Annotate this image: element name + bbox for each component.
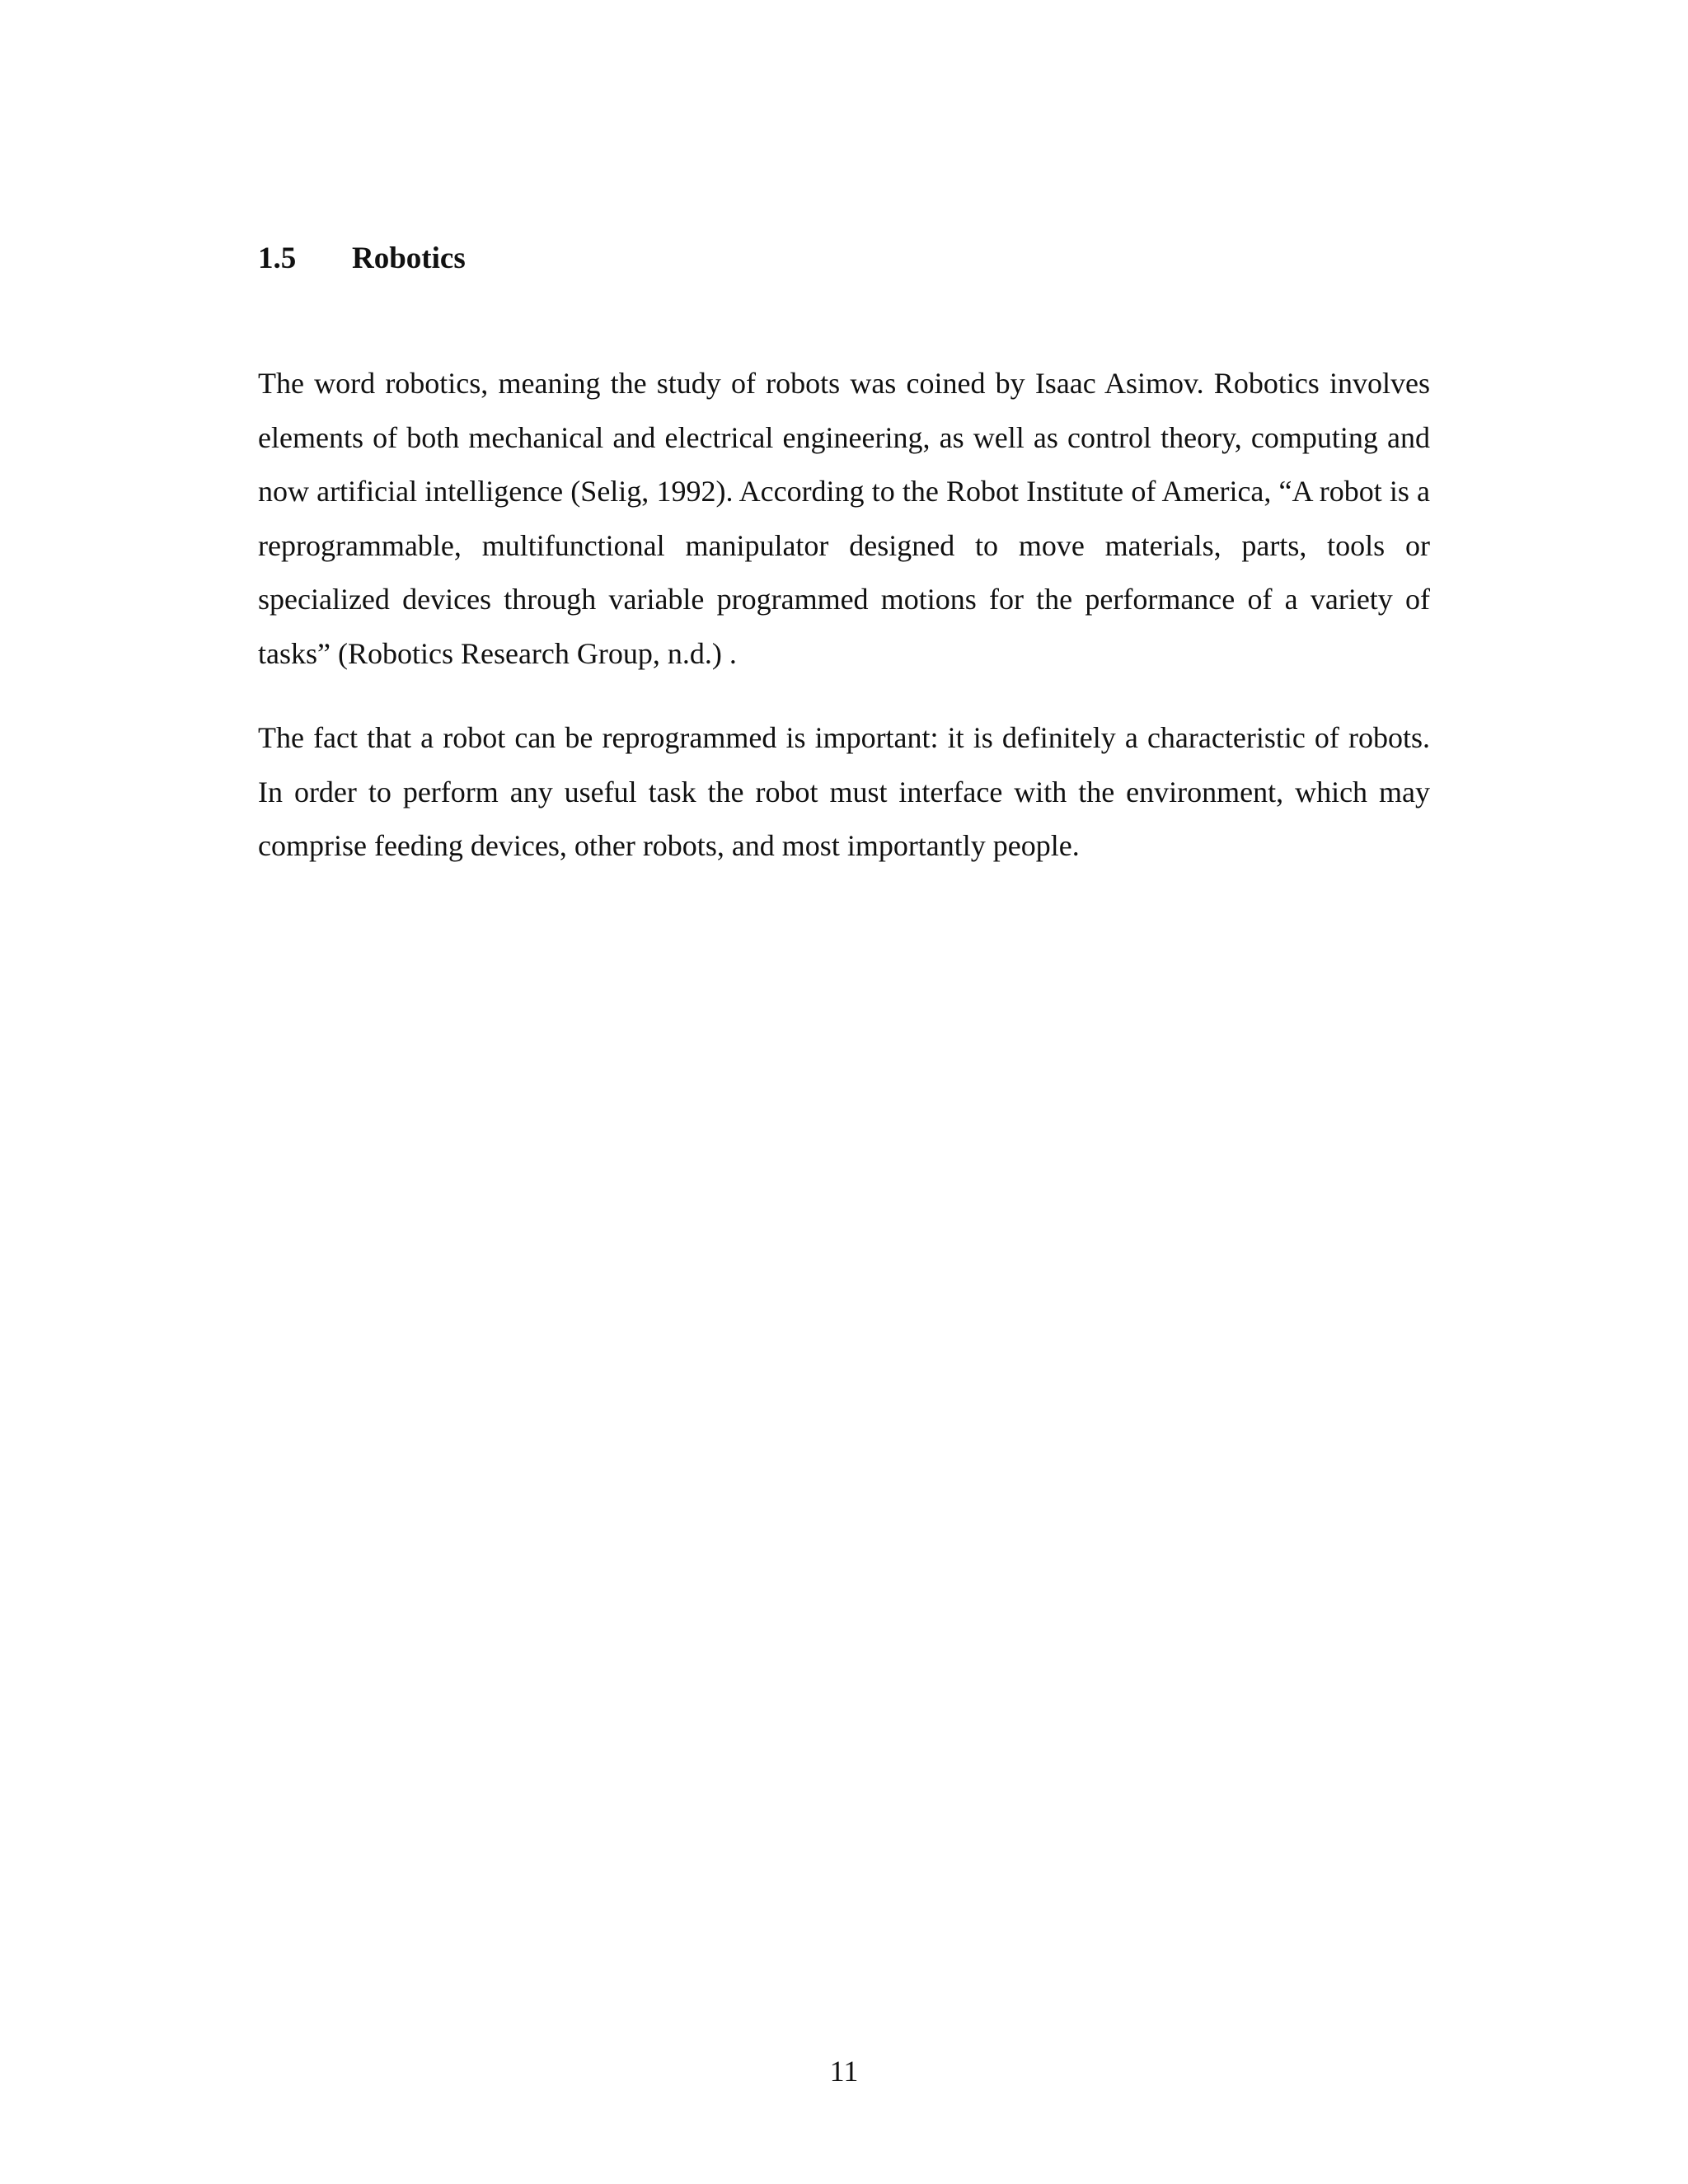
page-number: 11: [829, 2055, 859, 2088]
section-heading: [258, 241, 466, 277]
section-number: 1.5: [258, 241, 297, 275]
paragraph-2: The fact that a robot can be reprogrammed is important: it is definitely a characteristic of robots. In order to perform any useful task the robot must interface with the environment, which may comprise feeding devices, other robots, and most importantly people.: [258, 721, 1430, 862]
paragraph-1: The word robotics, meaning the study of robots was coined by Isaac Asimov. Robotics involves elements of both mechanical and electrical engineering, as well as control theory, computing and now artificial intelligence (Selig, 1992). According to the Robot Institute of America, “A robot is a reprogrammable, multifunctional manipulator designed to move materials, parts, tools or specialized devices through variable programmed motions for the performance of a variety of tasks” (Robotics Research Group, n.d.) .: [258, 367, 1430, 670]
section-title: Robotics: [352, 241, 466, 275]
